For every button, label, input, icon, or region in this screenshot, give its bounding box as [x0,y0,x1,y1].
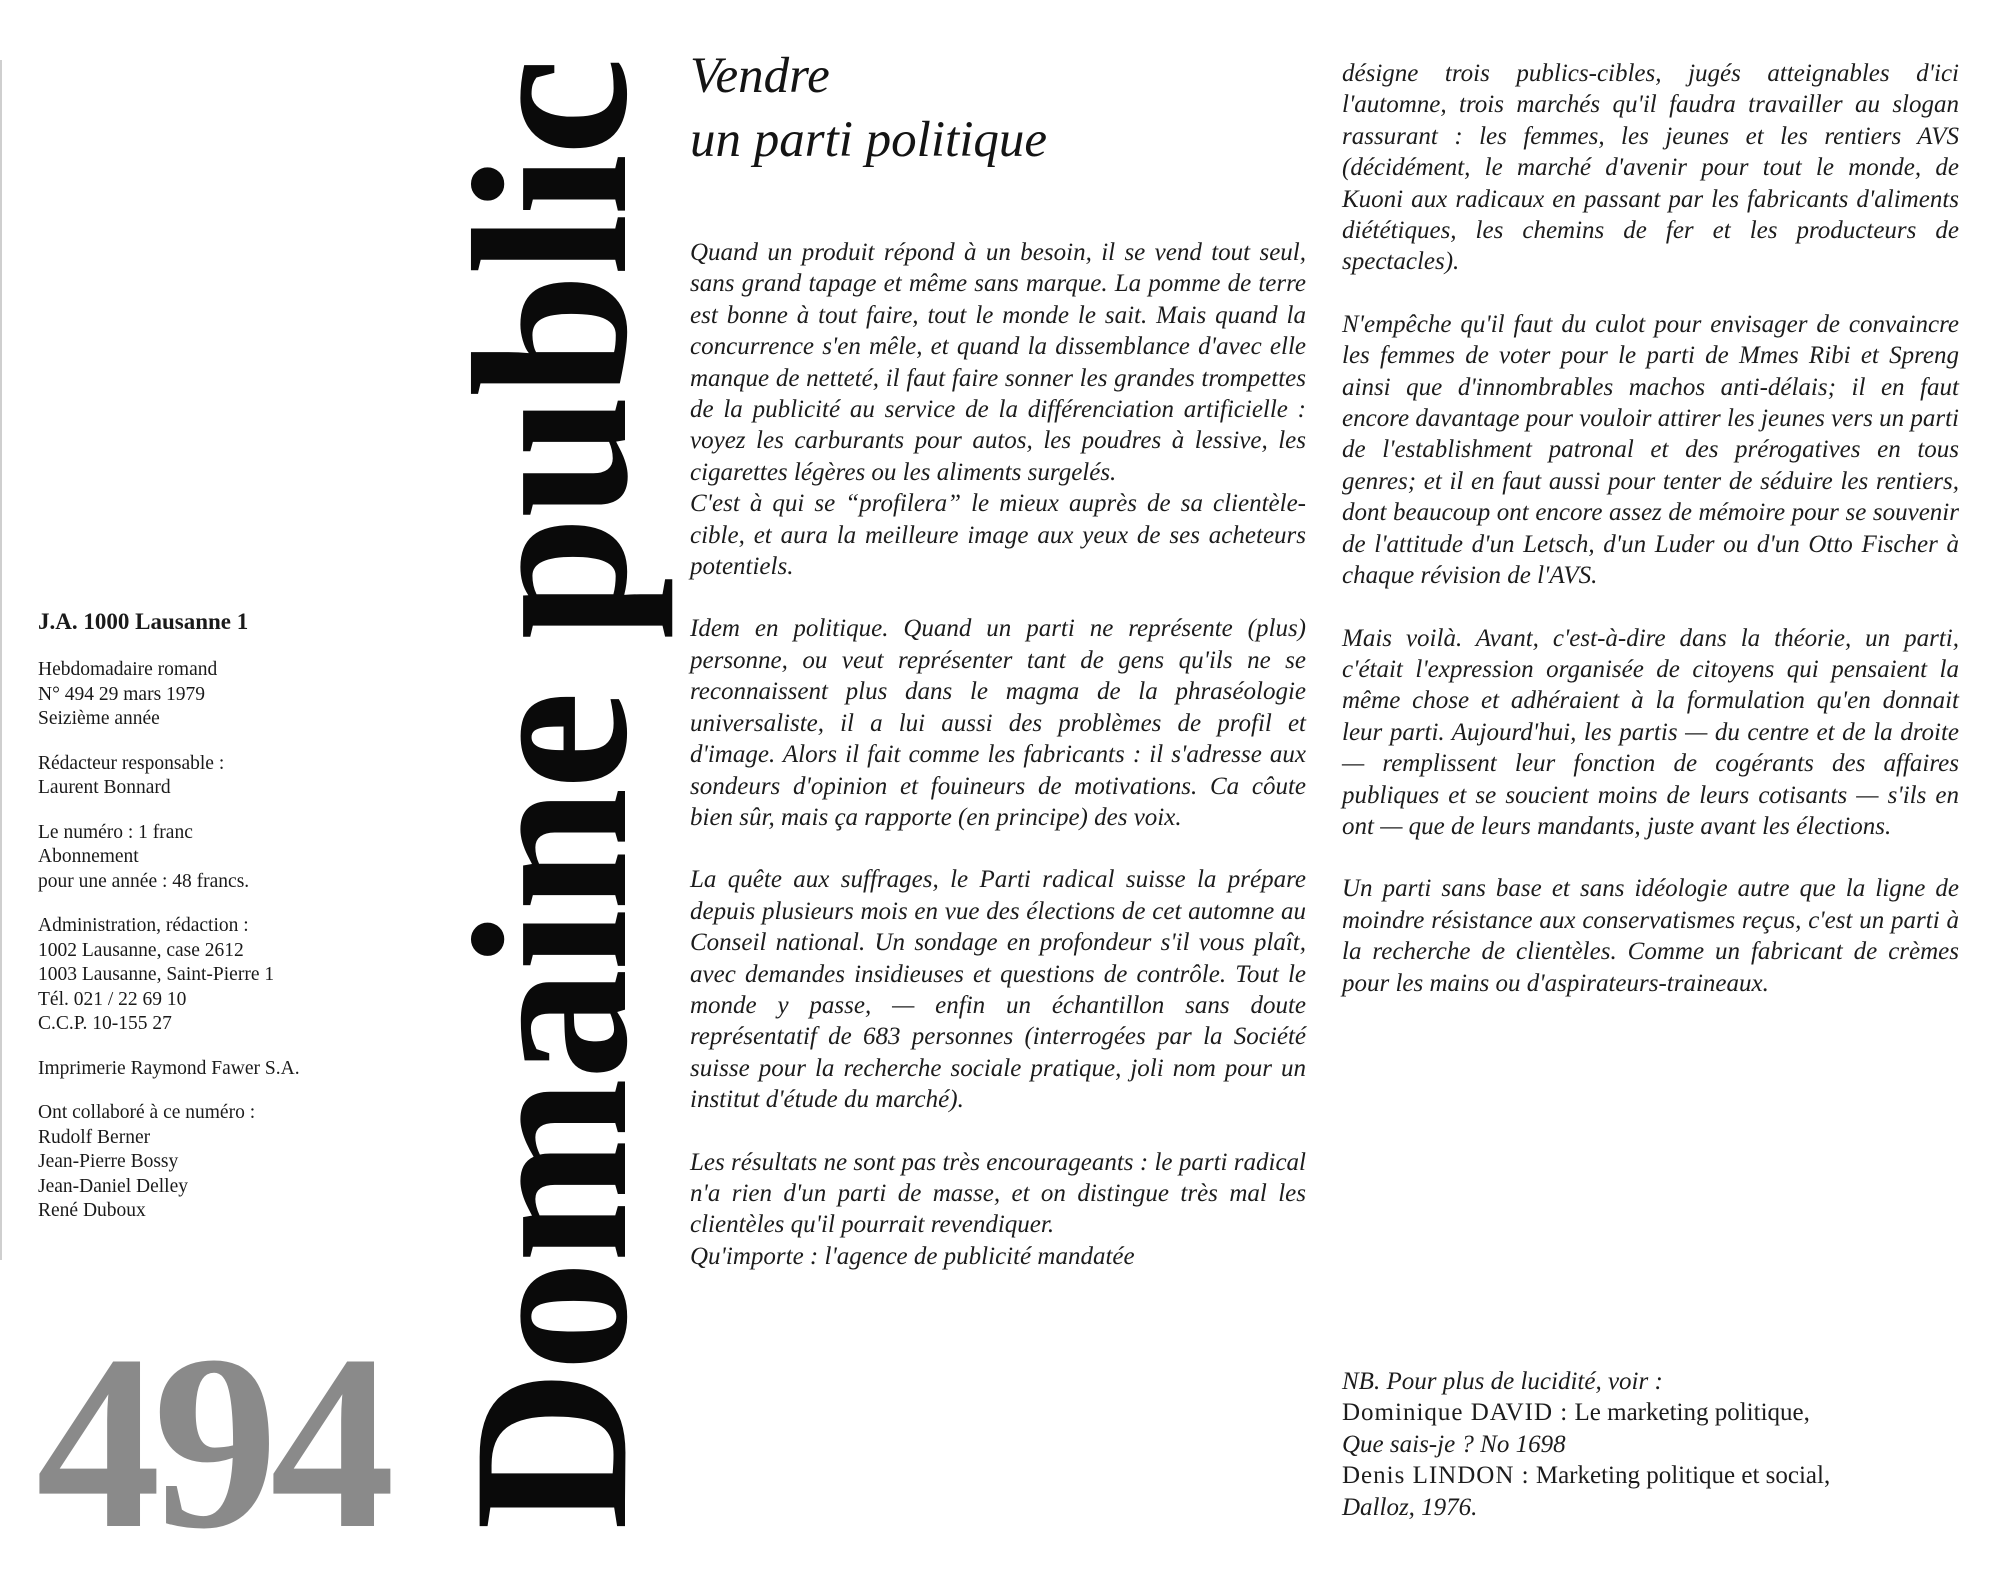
reference-series: Que sais-je ? No 1698 [1342,1430,1566,1458]
article-paragraph: Mais voilà. Avant, c'est-à-dire dans la théorie, un parti, c'était l'expression organisée de citoyens qui pensaient la même chose et adhéraient à la formulation qu'en donnait leur parti. Aujourd'hui, les partis — du centre et de la droite — remplissent leur fonction de cogérants des affaires publiques et se soucient moins de leurs cotisants — s'ils en ont — que de leurs mandants, juste avant les élections. [1342,624,1959,840]
info-block-edition [38,658,418,732]
article-title-line: un parti politique [690,112,1047,168]
info-line: Administration, rédaction : [38,915,249,936]
info-line: Le numéro : 1 franc [38,821,193,843]
article-paragraph: C'est à qui se “profilera” le mieux auprès de sa clientèle-cible, et aura la meilleure image aux yeux de ses acheteurs potentiels. [690,490,1306,581]
info-line: 1003 Lausanne, Saint-Pierre 1 [38,964,275,985]
article-paragraph: N'empêche qu'il faut du culot pour envisager de convaincre les femmes de voter pour le parti de Mmes Ribi et Spreng ainsi que d'innombrables machos anti-délais; il en faut encore davantage pour vouloir attirer les jeunes vers un parti de l'establishment patronal et des prérogatives en tous genres; et il en faut aussi pour tenter de séduire les rentiers, dont beaucoup ont encore assez de mémoire pour se souvenir de l'attitude d'un Letsch, d'un Luder ou d'un Otto Fischer à chaque révision de l'AVS. [1342,310,1959,590]
info-line: Ont collaboré à ce numéro : [38,1102,256,1123]
references-note [1342,1366,1959,1523]
article-paragraph: désigne trois publics-cibles, jugés atteignables d'ici l'automne, trois marchés qu'il faudra travailler au slogan rassurant : les femmes, les jeunes et les rentiers AVS (décidément, le marché d'avenir pour tout le monde, de Kuoni aux radicaux en passant par les fabricants d'aliments diététiques, les chemins de fer et les producteurs de spectacles). [1342,60,1959,276]
info-line: Rédacteur responsable : [38,752,225,774]
note-intro: NB. Pour plus de lucidité, voir : [1342,1368,1663,1395]
reference-2 [1342,1460,1959,1491]
postal-code-line: J.A. 1000 Lausanne 1 [38,609,249,634]
info-line: Tél. 021 / 22 69 10 [38,988,187,1010]
info-line: 1002 Lausanne, case 2612 [38,939,244,961]
article-column-2 [1342,58,1959,1030]
info-line: C.C.P. 10-155 27 [38,1013,172,1034]
info-line: Laurent Bonnard [38,777,171,798]
info-line: Abonnement [38,846,139,867]
article-title [690,44,1047,172]
reference-title: Marketing politique et social, [1535,1462,1831,1490]
article-title-line: Vendre [690,48,830,104]
info-block-editor [38,752,418,801]
info-line: Seizième année [38,708,160,729]
article-paragraph: Qu'importe : l'agence de publicité mandatée [690,1242,1135,1270]
article-column-1 [690,237,1306,1272]
issue-number-large: 494 [36,1304,387,1581]
info-line: pour une année : 48 francs. [38,870,250,892]
article-paragraph: Un parti sans base et sans idéologie autre que la ligne de moindre résistance aux conservatismes reçus, c'est un parti à la recherche de clientèles. Comme un fabricant de crèmes pour les mains ou d'aspirateurs-traineaux. [1342,875,1959,997]
reference-publisher: Dalloz, 1976. [1342,1493,1478,1521]
reference-author: Dominique DAVID : [1342,1399,1569,1427]
article-paragraph: Idem en politique. Quand un parti ne représente (plus) personne, ou veut représenter tant de gens qu'ils ne se reconnaissent plus dans le magma de la phraséologie universaliste, il a lui aussi des problèmes de profil et d'image. Alors il fait comme les fabricants : il s'adresse aux sondeurs d'opinion et fouineurs de motivations. Ca côute bien sûr, mais ça rapporte (en principe) des voix. [690,615,1306,831]
info-line: Hebdomadaire romand [38,659,218,680]
info-line: René Duboux [38,1200,146,1221]
scan-edge-rule [0,60,2,1260]
publication-info [38,608,418,1244]
masthead-title: Domaine public [428,59,674,1530]
info-block-printer [38,1057,418,1082]
info-block-price [38,821,418,895]
article-paragraph: Quand un produit répond à un besoin, il se vend tout seul, sans grand tapage et même sans marque. La pomme de terre est bonne à tout faire, tout le monde le sait. Mais quand la concurrence s'en mêle, et quand la dissemblance d'avec elle manque de netteté, il faut faire sonner les grandes trompettes de la publicité au service de la différenciation artificielle : voyez les carburants pour autos, les poudres à lessive, les cigarettes légères ou les aliments surgelés. [690,239,1306,486]
article-paragraph: La quête aux suffrages, le Parti radical suisse la prépare depuis plusieurs mois en vue des élections de cet automne au Conseil national. Un sondage en profondeur s'il vous plaît, avec demandes insidieuses et questions de contrôle. Tout le monde y passe, — enfin un échantillon sans doute représentatif de 683 personnes (interrogées par la Société suisse pour la recherche sociale pratique, joli nom pour un institut d'étude du marché). [690,866,1306,1114]
info-line: Rudolf Berner [38,1126,151,1148]
reference-author: Denis LINDON : [1342,1462,1530,1490]
info-block-address [38,914,418,1037]
info-line: Jean-Pierre Bossy [38,1151,179,1172]
article-paragraph: Les résultats ne sont pas très encourageants : le parti radical n'a rien d'un parti de masse, et on distingue très mal les clientèles qu'il pourrait revendiquer. [690,1148,1306,1239]
info-block-contributors [38,1101,418,1224]
info-line: N° 494 29 mars 1979 [38,683,206,705]
info-line: Jean-Daniel Delley [38,1175,188,1197]
reference-title: Le marketing politique, [1574,1399,1810,1427]
reference-1 [1342,1397,1959,1428]
info-line: Imprimerie Raymond Fawer S.A. [38,1057,300,1079]
